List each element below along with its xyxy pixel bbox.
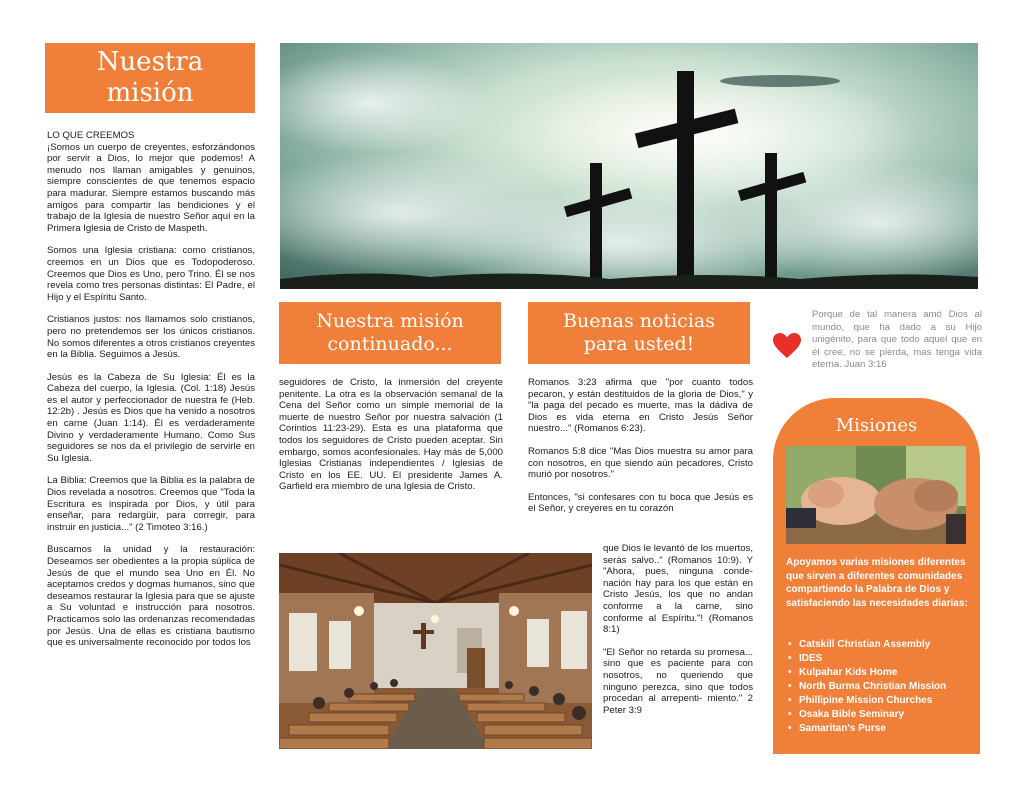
good-news-title-line1: Buenas noticias <box>563 310 715 333</box>
continued-title-line2: continuado... <box>327 333 453 355</box>
paragraph: Jesús es la Cabeza de Su Iglesia: Él es la Cabeza del cuerpo, la Iglesia. (Col. 1:18) Jesús es el autor y perfeccionador de nuestra fe (Heb. 12:2b) . Jesús es Dios que ha venido a nosotros en carne (Juan 1:14). Él es verdaderamente Divino y verdaderamente Humano. Como Sus seguidores se nos da el privilegio de servirle en Su Iglesia. <box>47 371 255 464</box>
missions-title: Misiones <box>835 415 918 436</box>
continued-mission-banner <box>279 302 501 364</box>
paragraph: ¡Somos un cuerpo de creyentes, esforzándonos por servir a Dios, lo mejor que podemos! A menudo nos llaman amigables y genuinos, siempre conscientes de que tenemos espacio para madurar. Siempre estamos buscando más amigos para compartir las bendiciones y el trabajo de la Iglesia de nuestro Señor aquí en la Primera Iglesia de Cristo de Maspeth. <box>47 141 255 234</box>
paragraph: La Biblia: Creemos que la Biblia es la palabra de Dios revelada a nosotros. Creemos que "Toda la Escritura es inspirada por Dios, y útil para enseñar, para redargüir, para corregir, para instruir en justicia..." (2 Timoteo 3:16.) <box>47 475 255 533</box>
john-3-16-quote: Porque de tal manera amó Dios al mundo, que ha dado a su Hijo unigénito, para que todo aquel que en él cree, no se pierda, mas tenga vida eterna. Juan 3:16 <box>812 309 982 370</box>
heart-icon <box>773 333 801 359</box>
continued-mission-text <box>279 377 503 493</box>
paragraph: Buscamos la unidad y la restauración: Deseamos ser obedientes a la propia súplica de Jesús de que el mundo sea Uno en Él. No aceptamos credos y dogmas humanos, sino que deseamos restaurar la Iglesia para que se ajuste a Su voluntad e instrucción para nosotros. Practicamos solo las ordenanzas recomendadas por Jesús. Una de ellas es cristiana bautismo que es universalmente reconocido por todos los <box>47 544 255 649</box>
main-title-line2: misión <box>106 78 194 108</box>
list-item: • Catskill Christian Assembly <box>786 638 976 652</box>
praying-hands-photo <box>786 446 966 544</box>
crosses-sky-photo <box>280 43 978 289</box>
main-title-line1: Nuestra <box>96 46 204 77</box>
missions-panel <box>773 398 980 754</box>
list-item: • Osaka Bible Seminary <box>786 708 976 722</box>
beliefs-heading: LO QUE CREEMOS <box>47 130 135 141</box>
good-news-banner <box>528 302 750 364</box>
paragraph: "El Señor no retarda su promesa... sino que es paciente para con nosotros, no queriendo que ninguno perezca, sino que todos procedan al arrepenti- miento." 2 Peter 3:9 <box>603 646 753 716</box>
main-mission-text <box>47 130 255 649</box>
good-news-text <box>528 377 753 515</box>
paragraph: Romanos 5:8 dice "Mas Dios muestra su amor para con nosotros, en que siendo aún pecadores, Cristo murió por nosotros." <box>528 445 753 481</box>
missions-list <box>786 638 976 736</box>
list-item: • Kulpahar Kids Home <box>786 666 976 680</box>
list-item: • Samaritan's Purse <box>786 722 976 736</box>
paragraph: Somos una Iglesia cristiana: como cristianos, creemos en un Dios que es Todopoderoso. Creemos que Dios es Uno, pero Trino. Él se nos revela como tres personas distintas: El Padre, el Hijo y el Espíritu Santo. <box>47 245 255 303</box>
paragraph: seguidores de Cristo, la inmersión del creyente penitente. La otra es la observación semanal de la Cena del Señor como un simple memorial de la muerte de nuestro Señor por nuestra salvación (1 Corintios 11:23-29). Esta es una plataforma que todos los seguidores de Cristo pueden aceptar. Sin embargo, somos aconfesionales. Hay más de 5,000 Iglesias Cristianas independientes / Iglesias de Cristo en los EE. UU. El presidente James A. Garfield era miembro de una Iglesia de Cristo. <box>279 377 503 493</box>
paragraph: Entonces, "si confesares con tu boca que Jesús es el Señor, y creyeres en tu corazón <box>528 491 753 515</box>
list-item: • IDES <box>786 652 976 666</box>
main-mission-banner <box>45 43 255 113</box>
paragraph: Romanos 3:23 afirma que "por cuanto todos pecaron, y están destituidos de la gloria de Dios," y "la paga del pecado es muerte, mas la dádiva de Dios es vida eterna en Cristo Jesús Señor nuestro..." (Romanos 6:23). <box>528 377 753 435</box>
good-news-text-continued <box>603 543 753 716</box>
paragraph: Cristianos justos: nos llamamos solo cristianos, pero no pretendemos ser los únicos cristianos. No somos diferentes a otros cristianos creyentes en la Biblia. Seguimos a Jesús. <box>47 314 255 361</box>
paragraph: que Dios le levantó de los muertos, serás salvo.." (Romanos 10:9). Y "Ahora, pues, ninguna conde- nación hay para los que están en Cristo Jesús, los que no andan conforme a la carne, sino conforme al Espíritu."! (Romanos 8:1) <box>603 543 753 636</box>
continued-title-line1: Nuestra misión <box>316 310 464 333</box>
church-interior-photo <box>279 553 592 749</box>
list-item: • Phillipine Mission Churches <box>786 694 976 708</box>
good-news-title-line2: para usted! <box>583 333 695 355</box>
list-item: • North Burma Christian Mission <box>786 680 976 694</box>
missions-description: Apoyamos varias misiones diferentes que sirven a diferentes comunidades compartiendo la Palabra de Dios y satisfaciendo las necesidades diarias: <box>786 557 968 609</box>
